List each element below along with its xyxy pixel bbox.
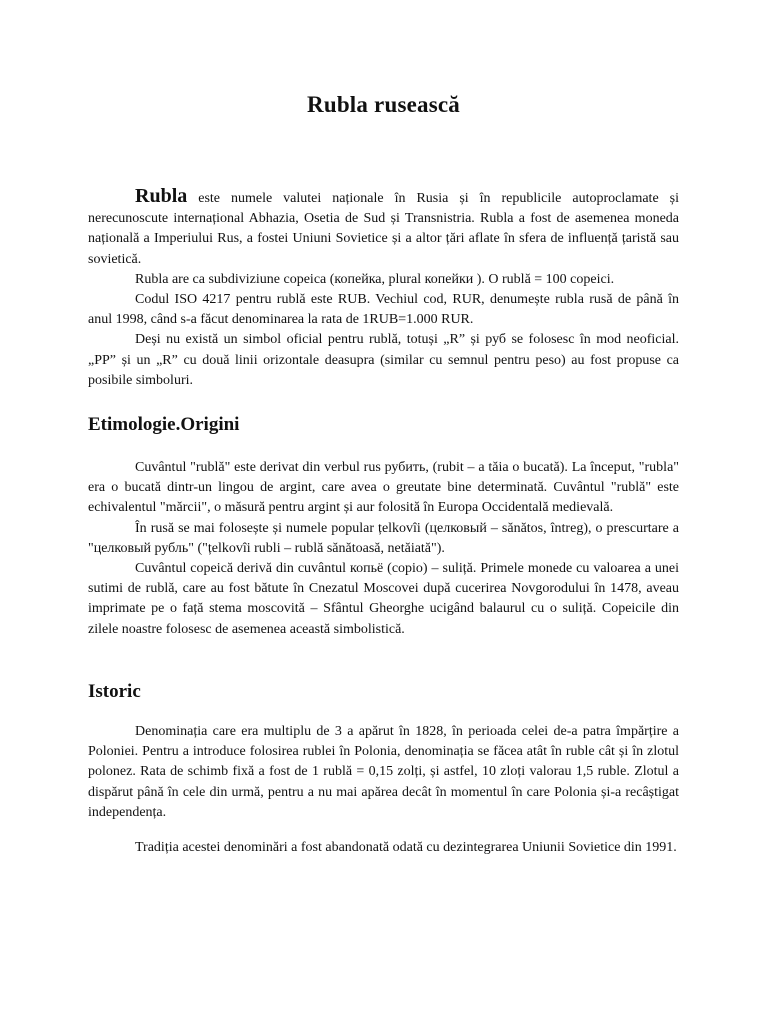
etimologie-paragraph-2: În rusă se mai folosește și numele popular țelkovîi (целковый – sănătos, întreg), o prescurtare a "целковый рубль" ("țelkovîi rubli – rublă sănătoasă, netăiată"). [88, 520, 679, 556]
etimologie-section [88, 458, 679, 640]
intro-section [88, 186, 679, 391]
section-heading-istoric: Istoric [88, 681, 141, 702]
intro-paragraph-2: Rubla are ca subdiviziune copeica (копейка, plural копейки ). O rublă = 100 copeici. [135, 271, 615, 287]
lead-word: Rubla [135, 185, 188, 207]
istoric-section-2 [88, 838, 679, 858]
section-heading-etimologie: Etimologie.Origini [88, 414, 240, 435]
etimologie-paragraph-1: Cuvântul "rublă" este derivat din verbul rus рубить, (rubit – a tăia o bucată). La început, "rubla" era o bucată dintr-un lingou de argint, care avea o greutate bine determinată. Cuvântul "rublă" este echivalentul "mărcii", o măsură pentru argint și aur folosită în Europa Occidentală medievală. [88, 460, 679, 516]
intro-paragraph-1-text: este numele valutei naționale în Rusia și în republicile autoproclamate și nerecunoscute internațional Abhazia, Osetia de Sud și Transnistria. Rubla a fost de asemenea moneda națională a Imperiului Rus, a fostei Uniuni Sovietice și a altor țări aflate în sfera de influență țaristă sau sovietică. [88, 191, 679, 267]
istoric-section [88, 722, 679, 823]
document-title: Rubla rusească [307, 92, 460, 117]
intro-paragraph-4: Deși nu există un simbol oficial pentru rublă, totuși „R” și руб se folosesc în mod neoficial. „PP” și un „R” cu două linii orizontale deasupra (similar cu semnul pentru peso) au fost propuse ca posibile simboluri. [88, 332, 679, 388]
istoric-paragraph-2: Tradiția acestei denominări a fost abandonată odată cu dezintegrarea Uniunii Sovietice din 1991. [135, 840, 677, 855]
intro-paragraph-1 [88, 186, 679, 270]
etimologie-paragraph-3: Cuvântul copeică derivă din cuvântul копьё (copio) – suliță. Primele monede cu valoarea a unei sutimi de rublă, care au fost bătute în Cnezatul Moscovei după cucerirea Novgorodului în 1478, aveau imprimate pe o față stema moscovită – Sfântul Gheorghe ucigând balaurul cu o suliță. Copeicile din zilele noastre folosesc de asemenea această simbolistică. [88, 561, 679, 637]
intro-paragraph-3: Codul ISO 4217 pentru rublă este RUB. Vechiul cod, RUR, denumește rubla rusă de până în anul 1998, când s-a făcut denominarea la rata de 1RUB=1.000 RUR. [88, 292, 679, 328]
istoric-paragraph-1: Denominația care era multiplu de 3 a apărut în 1828, în perioada celei de-a patra împărțire a Poloniei. Pentru a introduce folosirea rublei în Polonia, denominația se făcea atât în ruble cât și în zlotul polonez. Rata de schimb fixă a fost de 1 rublă = 0,15 zolți, și astfel, 10 zloți valorau 1,5 ruble. Zlotul a dispărut până în cele din urmă, pentru a nu mai apărea decât în momentul în care Polonia și-a recâștigat independența. [88, 724, 679, 820]
